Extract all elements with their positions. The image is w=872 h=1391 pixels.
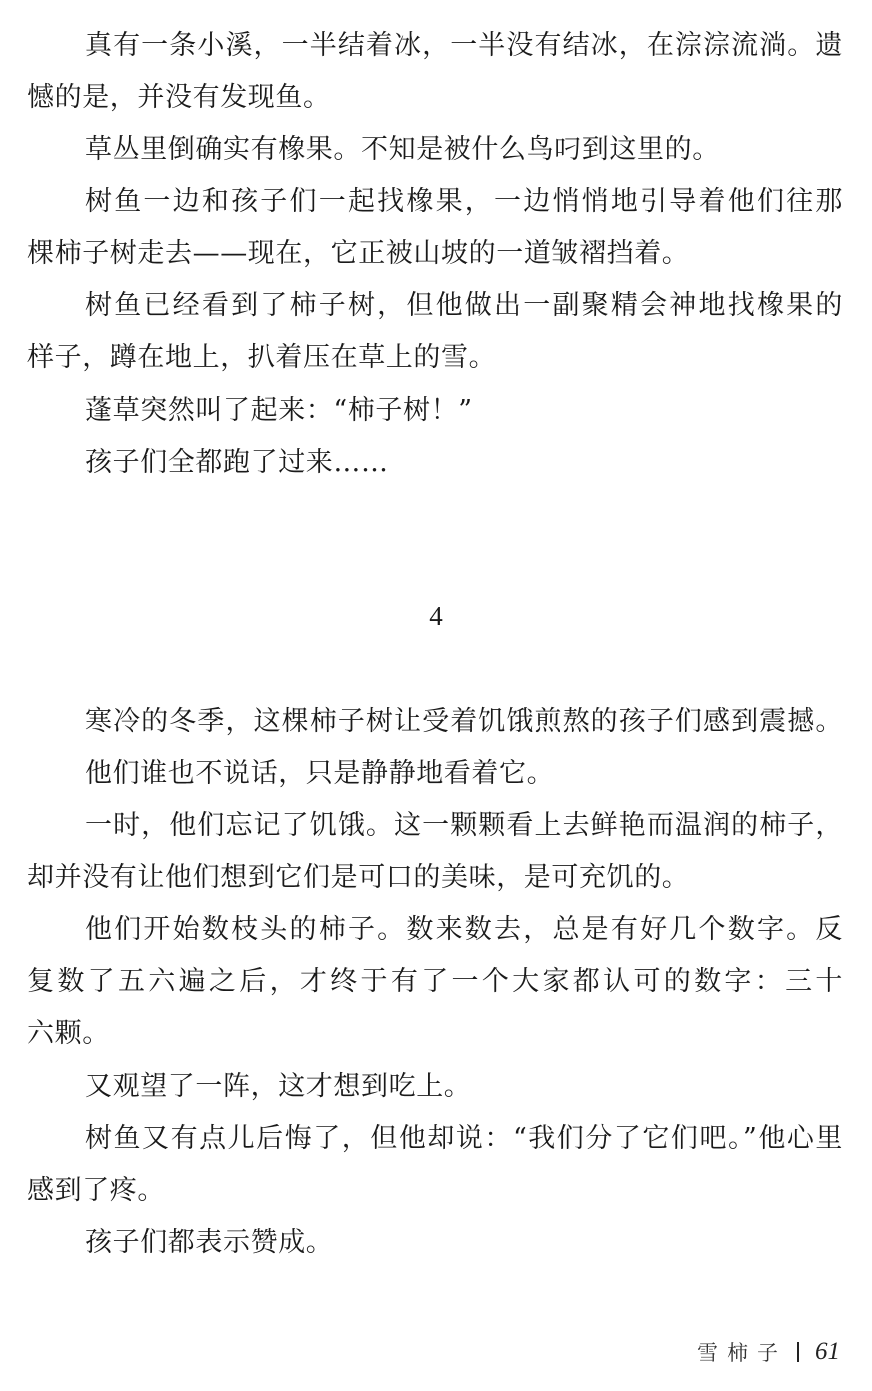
text-line: 又观望了一阵，这才想到吃上。 <box>85 1071 472 1102</box>
footer-divider <box>797 1342 799 1362</box>
text-line: 树鱼一边和孩子们一起找橡果，一边悄悄地引导着他们往那 <box>85 186 843 217</box>
text-line: 寒冷的冬季，这棵柿子树让受着饥饿煎熬的孩子们感到震撼。 <box>85 706 843 737</box>
text-line: 草丛里倒确实有橡果。不知是被什么鸟叼到这里的。 <box>85 134 720 165</box>
page-number: 61 <box>815 1338 840 1365</box>
text-line: 样子，蹲在地上，扒着压在草上的雪。 <box>27 342 497 373</box>
text-line: 孩子们都表示赞成。 <box>85 1227 334 1258</box>
text-line: 复数了五六遍之后，才终于有了一个大家都认可的数字：三十 <box>27 966 843 997</box>
page-footer <box>660 1335 840 1369</box>
running-title: 雪柿子 <box>697 1341 787 1365</box>
text-line: 憾的是，并没有发现鱼。 <box>27 82 331 113</box>
text-line: 他们开始数枝头的柿子。数来数去，总是有好几个数字。反 <box>85 914 843 945</box>
text-line: 棵柿子树走去——现在，它正被山坡的一道皱褶挡着。 <box>27 238 690 269</box>
text-line: 树鱼已经看到了柿子树，但他做出一副聚精会神地找橡果的 <box>85 290 843 321</box>
text-line: 感到了疼。 <box>27 1175 165 1206</box>
text-line: 他们谁也不说话，只是静静地看着它。 <box>85 758 555 789</box>
text-line: 真有一条小溪，一半结着冰，一半没有结冰，在淙淙流淌。遗 <box>85 30 843 61</box>
text-line: 孩子们全都跑了过来…… <box>85 447 389 478</box>
text-line: 一时，他们忘记了饥饿。这一颗颗看上去鲜艳而温润的柿子， <box>85 810 843 841</box>
text-line: 树鱼又有点儿后悔了，但他却说：“我们分了它们吧。”他心里 <box>85 1123 843 1154</box>
text-line: 却并没有让他们想到它们是可口的美味，是可充饥的。 <box>27 862 690 893</box>
text-line: 蓬草突然叫了起来：“柿子树！” <box>85 395 473 426</box>
text-line: 六颗。 <box>27 1018 110 1049</box>
section-number: 4 <box>429 601 443 631</box>
